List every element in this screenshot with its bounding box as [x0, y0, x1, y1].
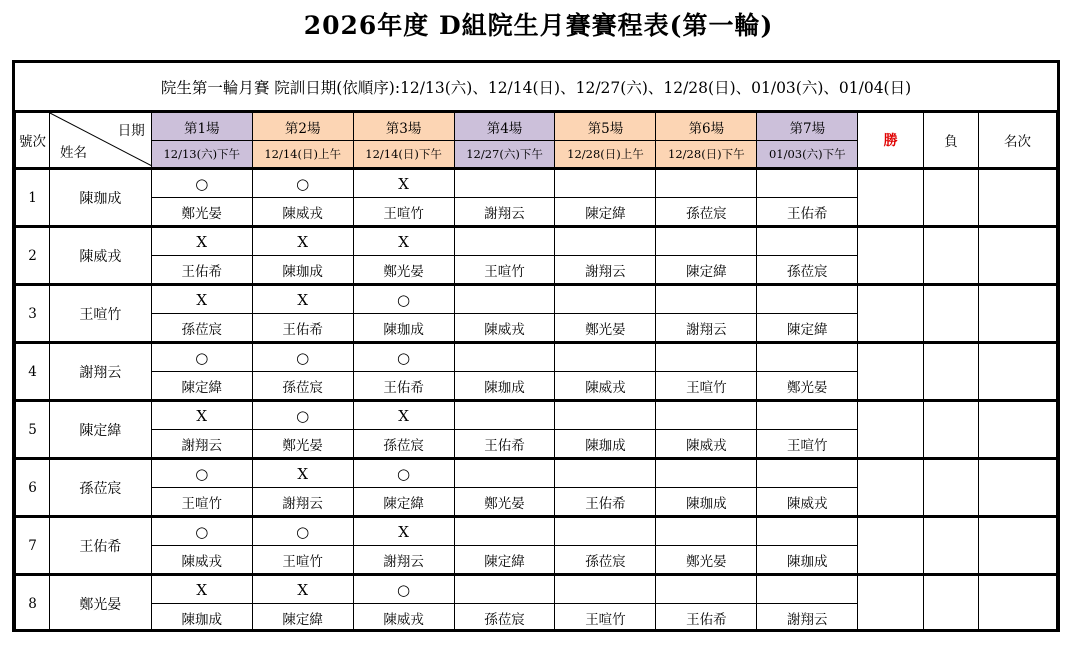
match-result: ○: [353, 285, 454, 314]
opponent-name: 陳定緯: [656, 256, 757, 285]
match-result: [555, 227, 656, 256]
opponent-name: 陳珈成: [555, 430, 656, 459]
match-result: [757, 227, 858, 256]
match-result: X: [151, 227, 252, 256]
opponent-name: 王喧竹: [555, 604, 656, 632]
round-date-7: 01/03(六)下午: [757, 141, 858, 169]
page-title: 2026年度 D組院生月賽賽程表(第一輪): [303, 11, 774, 40]
opponent-name: 王佑希: [252, 314, 353, 343]
match-result: [555, 285, 656, 314]
match-result: [555, 575, 656, 604]
match-result: [555, 517, 656, 546]
schedule-table: [15, 112, 1057, 632]
opponent-name: 陳威戎: [555, 372, 656, 401]
match-result: [555, 459, 656, 488]
opponent-name: 王佑希: [757, 198, 858, 227]
opponent-name: 陳威戎: [454, 314, 555, 343]
opponent-name: 鄭光晏: [151, 198, 252, 227]
opponent-name: 鄭光晏: [353, 256, 454, 285]
match-result: [757, 343, 858, 372]
round-date-2: 12/14(日)上午: [252, 141, 353, 169]
round-label-7: 第7場: [757, 113, 858, 141]
rank-cell: [978, 343, 1056, 401]
opponent-name: 陳珈成: [656, 488, 757, 517]
match-result: ○: [151, 343, 252, 372]
rank-cell: [978, 459, 1056, 517]
wins-cell: [858, 401, 924, 459]
match-result: X: [252, 459, 353, 488]
opponent-name: 謝翔云: [757, 604, 858, 632]
opponent-name: 陳珈成: [151, 604, 252, 632]
wins-cell: [858, 459, 924, 517]
rank-header: 名次: [978, 113, 1056, 169]
opponent-name: 陳定緯: [151, 372, 252, 401]
wins-header: 勝: [858, 113, 924, 169]
match-result: [454, 517, 555, 546]
rank-cell: [978, 401, 1056, 459]
opponent-name: 王佑希: [151, 256, 252, 285]
player-row: [16, 401, 1057, 430]
opponent-name: 陳威戎: [757, 488, 858, 517]
wins-cell: [858, 227, 924, 285]
match-result: [454, 343, 555, 372]
date-label: 日期: [117, 123, 145, 139]
schedule-frame: [12, 60, 1060, 632]
player-row: [16, 285, 1057, 314]
opponent-name: 謝翔云: [151, 430, 252, 459]
match-result: [656, 343, 757, 372]
opponent-name: 鄭光晏: [757, 372, 858, 401]
match-result: X: [151, 401, 252, 430]
wins-cell: [858, 575, 924, 632]
match-result: ○: [353, 459, 454, 488]
opponent-name: 孫莅宸: [656, 198, 757, 227]
match-result: [454, 227, 555, 256]
losses-cell: [924, 517, 979, 575]
losses-header: 負: [924, 113, 979, 169]
wins-cell: [858, 285, 924, 343]
player-row: [16, 575, 1057, 604]
match-result: X: [151, 285, 252, 314]
match-result: [656, 459, 757, 488]
match-result: X: [151, 575, 252, 604]
match-result: [757, 459, 858, 488]
player-name: 王喧竹: [49, 285, 151, 343]
losses-cell: [924, 285, 979, 343]
match-result: X: [252, 575, 353, 604]
opponent-name: 鄭光晏: [555, 314, 656, 343]
player-number: 3: [16, 285, 50, 343]
header-row-rounds: [16, 113, 1057, 141]
rank-cell: [978, 227, 1056, 285]
player-row: [16, 227, 1057, 256]
player-number: 1: [16, 169, 50, 227]
match-result: [757, 517, 858, 546]
match-result: [454, 169, 555, 198]
match-result: [454, 401, 555, 430]
round-label-1: 第1場: [151, 113, 252, 141]
number-header: 號次: [16, 113, 50, 169]
name-label: 姓名: [59, 145, 87, 161]
opponent-name: 王喧竹: [757, 430, 858, 459]
wins-cell: [858, 343, 924, 401]
date-name-header: [49, 113, 151, 169]
round-label-4: 第4場: [454, 113, 555, 141]
opponent-name: 陳定緯: [353, 488, 454, 517]
opponent-name: 陳珈成: [252, 256, 353, 285]
round-date-4: 12/27(六)下午: [454, 141, 555, 169]
losses-cell: [924, 401, 979, 459]
opponent-name: 鄭光晏: [252, 430, 353, 459]
player-row: [16, 459, 1057, 488]
rank-cell: [978, 517, 1056, 575]
opponent-name: 謝翔云: [353, 546, 454, 575]
losses-cell: [924, 575, 979, 632]
opponent-name: 王喧竹: [454, 256, 555, 285]
match-result: X: [353, 401, 454, 430]
match-result: [555, 343, 656, 372]
match-result: [555, 169, 656, 198]
opponent-name: 陳定緯: [757, 314, 858, 343]
match-result: [454, 459, 555, 488]
player-name: 陳珈成: [49, 169, 151, 227]
opponent-name: 陳威戎: [353, 604, 454, 632]
match-result: ○: [353, 575, 454, 604]
opponent-name: 陳威戎: [656, 430, 757, 459]
opponent-name: 謝翔云: [555, 256, 656, 285]
round-date-3: 12/14(日)下午: [353, 141, 454, 169]
opponent-name: 陳珈成: [454, 372, 555, 401]
match-result: ○: [353, 343, 454, 372]
match-result: [656, 401, 757, 430]
match-result: ○: [252, 517, 353, 546]
match-result: ○: [252, 169, 353, 198]
player-number: 4: [16, 343, 50, 401]
player-name: 王佑希: [49, 517, 151, 575]
opponent-name: 孫莅宸: [353, 430, 454, 459]
wins-cell: [858, 169, 924, 227]
round-label-6: 第6場: [656, 113, 757, 141]
player-name: 陳威戎: [49, 227, 151, 285]
match-result: [454, 285, 555, 314]
match-result: [757, 285, 858, 314]
match-result: [656, 227, 757, 256]
opponent-name: 孫莅宸: [454, 604, 555, 632]
opponent-name: 孫莅宸: [252, 372, 353, 401]
opponent-name: 王喧竹: [252, 546, 353, 575]
player-number: 7: [16, 517, 50, 575]
player-number: 8: [16, 575, 50, 632]
opponent-name: 王喧竹: [353, 198, 454, 227]
opponent-name: 王喧竹: [151, 488, 252, 517]
losses-cell: [924, 343, 979, 401]
opponent-name: 王喧竹: [656, 372, 757, 401]
match-result: [454, 575, 555, 604]
losses-cell: [924, 459, 979, 517]
opponent-name: 王佑希: [656, 604, 757, 632]
player-number: 5: [16, 401, 50, 459]
match-result: [656, 169, 757, 198]
match-result: [656, 517, 757, 546]
match-result: X: [353, 169, 454, 198]
match-result: ○: [252, 343, 353, 372]
losses-cell: [924, 227, 979, 285]
round-label-2: 第2場: [252, 113, 353, 141]
round-label-5: 第5場: [555, 113, 656, 141]
player-name: 陳定緯: [49, 401, 151, 459]
match-result: X: [252, 227, 353, 256]
round-date-5: 12/28(日)上午: [555, 141, 656, 169]
match-result: [757, 575, 858, 604]
round-date-6: 12/28(日)下午: [656, 141, 757, 169]
rank-cell: [978, 169, 1056, 227]
player-name: 謝翔云: [49, 343, 151, 401]
rank-cell: [978, 575, 1056, 632]
player-row: [16, 517, 1057, 546]
wins-cell: [858, 517, 924, 575]
match-result: X: [252, 285, 353, 314]
opponent-name: 孫莅宸: [555, 546, 656, 575]
match-result: [757, 401, 858, 430]
player-row: [16, 343, 1057, 372]
player-name: 鄭光晏: [49, 575, 151, 632]
opponent-name: 王佑希: [353, 372, 454, 401]
match-result: X: [353, 227, 454, 256]
match-result: X: [353, 517, 454, 546]
opponent-name: 謝翔云: [454, 198, 555, 227]
round-label-3: 第3場: [353, 113, 454, 141]
match-result: ○: [151, 459, 252, 488]
match-result: [656, 575, 757, 604]
opponent-name: 孫莅宸: [151, 314, 252, 343]
opponent-name: 陳定緯: [252, 604, 353, 632]
schedule-subtitle: 院生第一輪月賽 院訓日期(依順序):12/13(六)、12/14(日)、12/27(六)、12/28(日)、01/03(六)、01/04(日): [15, 63, 1057, 112]
opponent-name: 王佑希: [555, 488, 656, 517]
opponent-name: 謝翔云: [656, 314, 757, 343]
opponent-name: 鄭光晏: [656, 546, 757, 575]
losses-cell: [924, 169, 979, 227]
opponent-name: 孫莅宸: [757, 256, 858, 285]
match-result: [656, 285, 757, 314]
opponent-name: 陳珈成: [353, 314, 454, 343]
match-result: ○: [252, 401, 353, 430]
round-date-1: 12/13(六)下午: [151, 141, 252, 169]
opponent-name: 陳威戎: [151, 546, 252, 575]
opponent-name: 陳威戎: [252, 198, 353, 227]
player-row: [16, 169, 1057, 198]
player-name: 孫莅宸: [49, 459, 151, 517]
opponent-name: 陳珈成: [757, 546, 858, 575]
opponent-name: 鄭光晏: [454, 488, 555, 517]
player-number: 2: [16, 227, 50, 285]
match-result: ○: [151, 517, 252, 546]
match-result: [757, 169, 858, 198]
opponent-name: 陳定緯: [555, 198, 656, 227]
rank-cell: [978, 285, 1056, 343]
match-result: ○: [151, 169, 252, 198]
player-number: 6: [16, 459, 50, 517]
opponent-name: 王佑希: [454, 430, 555, 459]
opponent-name: 謝翔云: [252, 488, 353, 517]
opponent-name: 陳定緯: [454, 546, 555, 575]
match-result: [555, 401, 656, 430]
